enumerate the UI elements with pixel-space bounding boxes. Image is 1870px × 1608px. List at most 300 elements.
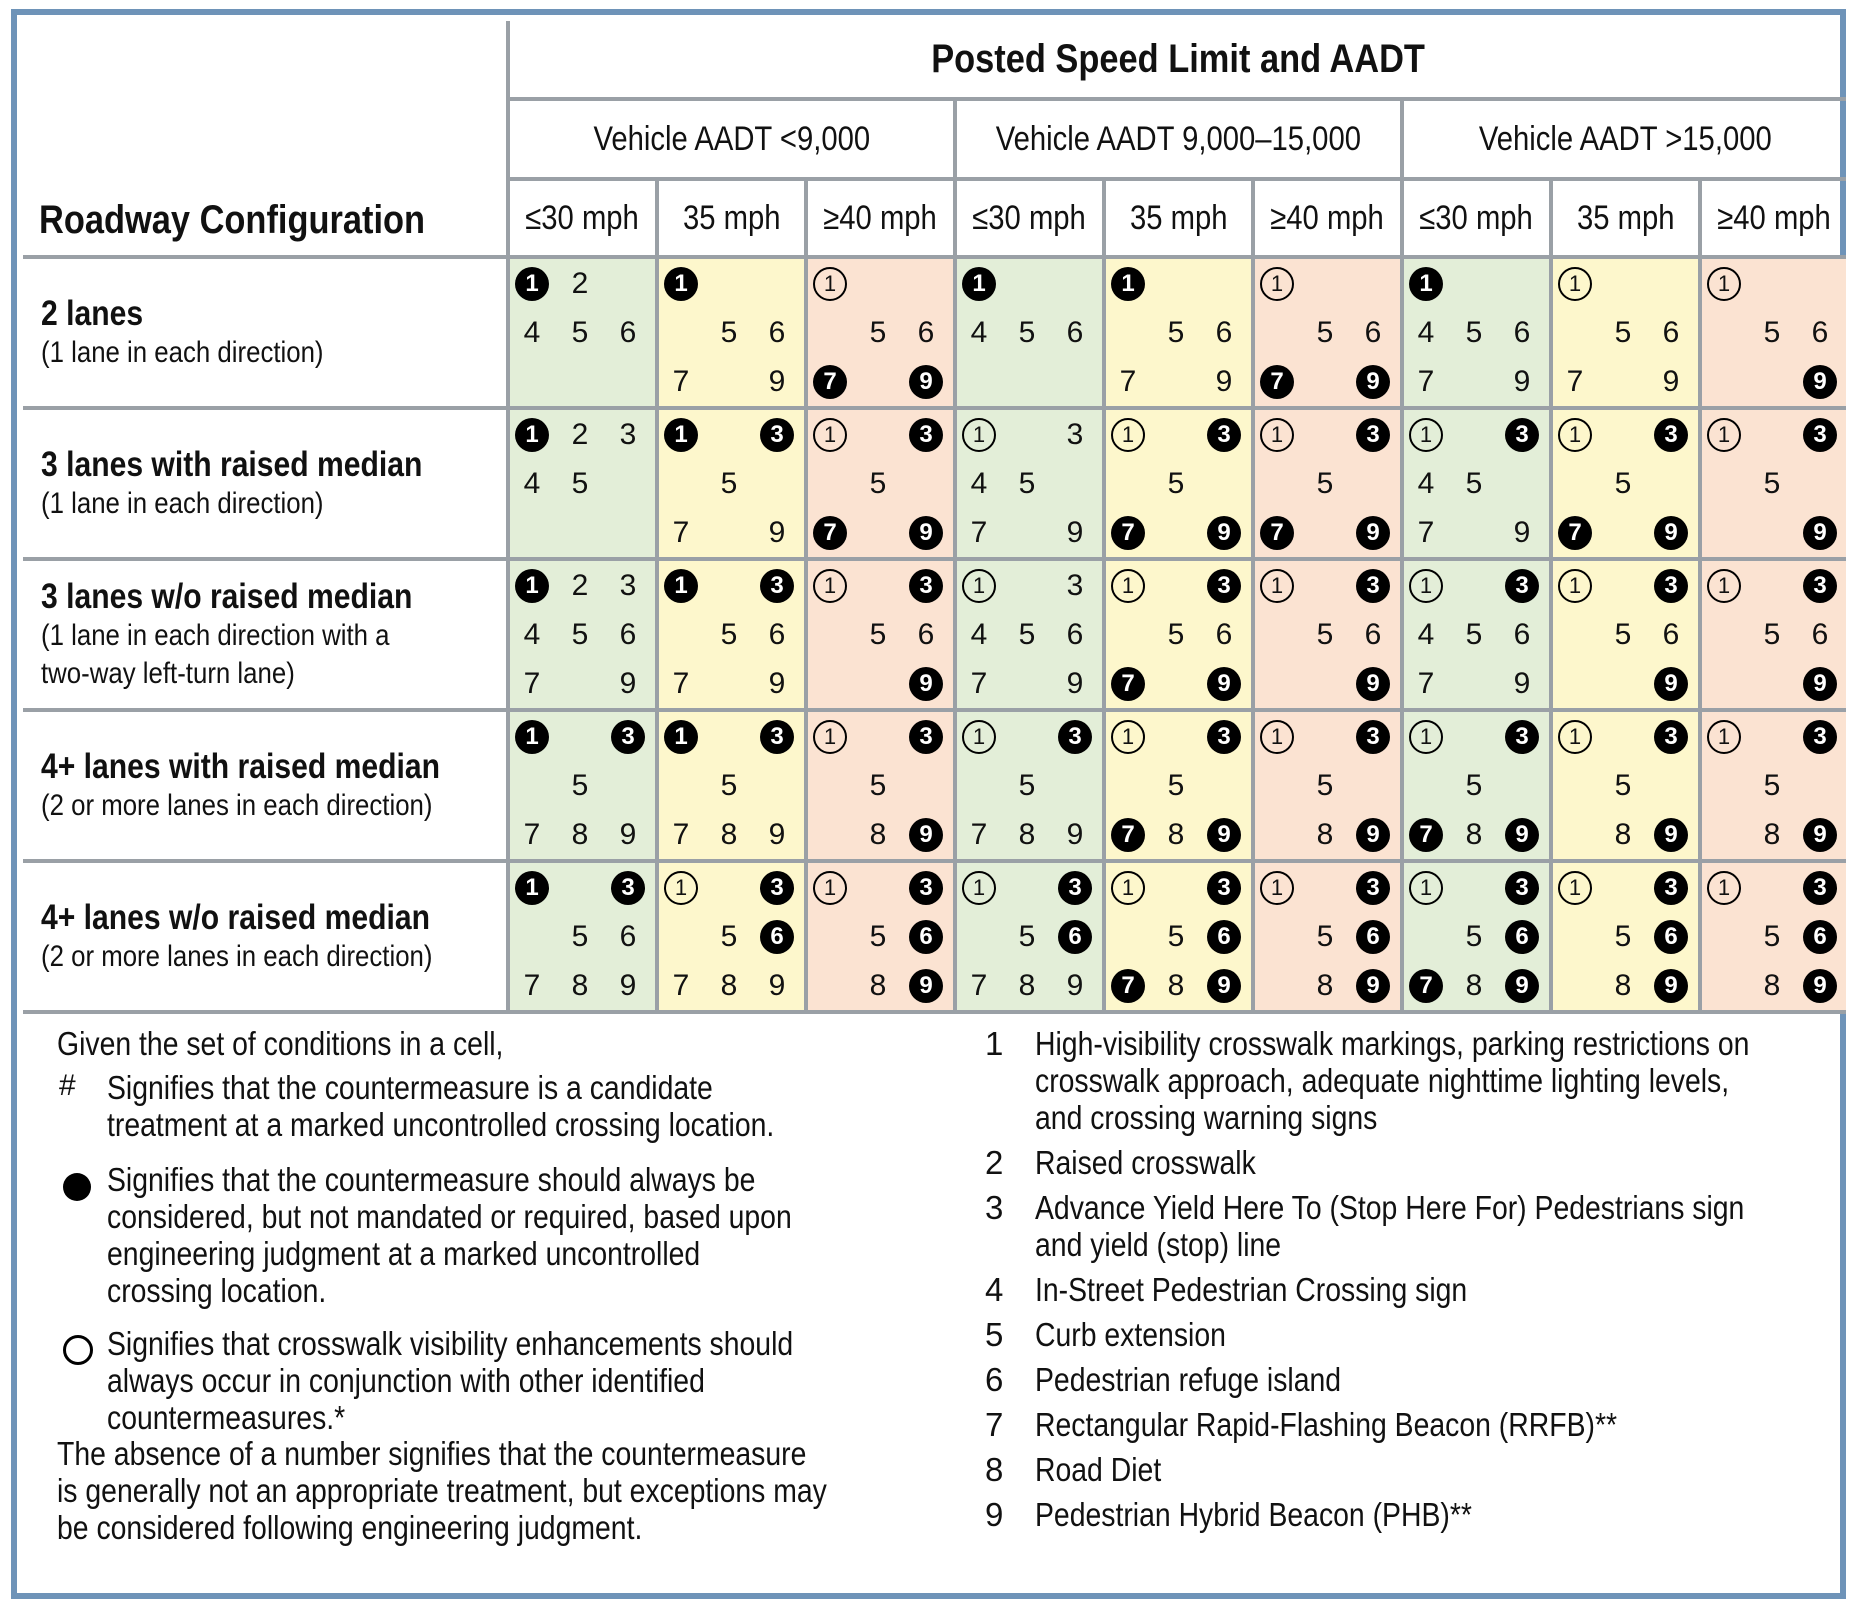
countermeasure-filled-marker: 6 — [1803, 920, 1837, 954]
countermeasure-filled-marker: 6 — [760, 920, 794, 954]
countermeasure-number: 8 — [571, 818, 589, 851]
countermeasure-number: 9 — [1066, 818, 1084, 851]
countermeasure-number: 7 — [1566, 365, 1584, 398]
countermeasure-filled-marker: 1 — [1409, 267, 1443, 301]
matrix-cell — [1106, 410, 1255, 561]
countermeasure-number: 6 — [619, 316, 637, 349]
countermeasure-number: 4 — [1417, 467, 1435, 500]
matrix-cell — [1255, 561, 1404, 712]
matrix-cell — [659, 259, 808, 410]
countermeasure-number: 5 — [1614, 769, 1632, 802]
countermeasure-number: 4 — [1417, 316, 1435, 349]
countermeasure-open-marker: 1 — [1707, 569, 1741, 603]
countermeasure-filled-marker: 3 — [1654, 720, 1688, 754]
row-label: 3 lanes with raised median (1 lane in each direction) — [23, 410, 510, 561]
speed-header: 35 mph — [1106, 181, 1255, 259]
legend-filled-text: Signifies that the countermeasure should always be considered, but not mandated or required, based upon engineering judgment at a marked uncontrolled crossing location. — [107, 1161, 792, 1309]
countermeasure-number: 7 — [672, 365, 690, 398]
countermeasure-number: 4 — [970, 467, 988, 500]
countermeasure-number: 6 — [1513, 316, 1531, 349]
countermeasure-filled-marker: 9 — [1654, 818, 1688, 852]
countermeasure-filled-marker: 3 — [1803, 418, 1837, 452]
aadt-group-header: Vehicle AADT <9,000 — [510, 101, 957, 181]
countermeasure-open-marker: 1 — [1707, 871, 1741, 905]
countermeasure-number: 5 — [869, 618, 887, 651]
countermeasure-filled-marker: 3 — [1207, 720, 1241, 754]
countermeasure-number: 8 — [1763, 818, 1781, 851]
countermeasure-open-marker: 1 — [1707, 267, 1741, 301]
countermeasure-open-marker: 1 — [664, 871, 698, 905]
countermeasure-number: 6 — [1364, 316, 1382, 349]
matrix-cell — [1255, 259, 1404, 410]
countermeasure-filled-marker: 9 — [909, 667, 943, 701]
posted-speed-header — [510, 21, 1846, 101]
countermeasure-filled-marker: 6 — [1356, 920, 1390, 954]
countermeasure-number: 6 — [1066, 316, 1084, 349]
countermeasure-number: 9 — [619, 667, 637, 700]
countermeasure-number: 5 — [720, 467, 738, 500]
matrix-cell — [659, 712, 808, 863]
countermeasure-number: 3 — [1066, 418, 1084, 451]
countermeasure-filled-marker: 3 — [1356, 418, 1390, 452]
countermeasure-number: 5 — [1465, 618, 1483, 651]
speed-header: ≥40 mph — [808, 181, 957, 259]
countermeasure-number: 8 — [1465, 969, 1483, 1002]
speed-header: 35 mph — [1553, 181, 1702, 259]
row-label: 2 lanes (1 lane in each direction) — [23, 259, 510, 410]
legend-intro: Given the set of conditions in a cell, — [57, 1025, 504, 1062]
countermeasure-number: 7 — [1417, 667, 1435, 700]
countermeasure-number: 8 — [1018, 969, 1036, 1002]
matrix-cell — [1106, 712, 1255, 863]
countermeasure-number: 5 — [1763, 618, 1781, 651]
countermeasure-filled-marker: 9 — [909, 365, 943, 399]
countermeasure-filled-marker: 3 — [1505, 720, 1539, 754]
countermeasure-filled-marker: 3 — [760, 871, 794, 905]
countermeasure-filled-marker: 1 — [515, 871, 549, 905]
countermeasure-filled-marker: 7 — [1409, 969, 1443, 1003]
countermeasure-number: 9 — [1513, 667, 1531, 700]
countermeasure-number: 8 — [1316, 818, 1334, 851]
matrix-cell — [1404, 863, 1553, 1014]
countermeasure-filled-marker: 9 — [1803, 667, 1837, 701]
countermeasure-filled-marker: 1 — [664, 720, 698, 754]
countermeasure-filled-marker: 3 — [611, 720, 645, 754]
countermeasure-open-marker: 1 — [962, 569, 996, 603]
countermeasure-number: 8 — [720, 818, 738, 851]
countermeasure-filled-marker: 6 — [1654, 920, 1688, 954]
countermeasure-number: 5 — [869, 316, 887, 349]
countermeasure-number: 7 — [523, 818, 541, 851]
countermeasure-number: 8 — [869, 818, 887, 851]
speed-header: ≥40 mph — [1702, 181, 1846, 259]
countermeasure-number: 5 — [720, 618, 738, 651]
matrix-cell — [1553, 712, 1702, 863]
countermeasure-filled-marker: 9 — [1356, 969, 1390, 1003]
countermeasure-number: 6 — [1662, 316, 1680, 349]
countermeasure-number: 9 — [768, 667, 786, 700]
countermeasure-filled-marker: 3 — [1505, 569, 1539, 603]
matrix-cell — [659, 410, 808, 561]
matrix-cell — [1404, 259, 1553, 410]
countermeasure-filled-marker: 3 — [1356, 569, 1390, 603]
countermeasure-number: 5 — [720, 316, 738, 349]
countermeasure-filled-marker: 3 — [1058, 871, 1092, 905]
countermeasure-number: 8 — [1614, 818, 1632, 851]
matrix-cell — [1553, 863, 1702, 1014]
countermeasure-number: 2 — [571, 569, 589, 602]
countermeasure-number: 5 — [571, 467, 589, 500]
countermeasure-number: 9 — [1066, 516, 1084, 549]
countermeasure-number: 2 — [571, 267, 589, 300]
countermeasure-number: 5 — [1763, 316, 1781, 349]
countermeasure-number: 8 — [571, 969, 589, 1002]
matrix-cell — [1404, 410, 1553, 561]
countermeasure-filled-marker: 3 — [909, 418, 943, 452]
countermeasure-number: 5 — [571, 769, 589, 802]
countermeasure-filled-marker: 9 — [1803, 818, 1837, 852]
open-circle-icon — [63, 1335, 93, 1365]
countermeasure-number: 5 — [1465, 769, 1483, 802]
countermeasure-open-marker: 1 — [1260, 569, 1294, 603]
countermeasure-filled-marker: 3 — [760, 418, 794, 452]
speed-header: 35 mph — [659, 181, 808, 259]
countermeasure-filled-marker: 1 — [1111, 267, 1145, 301]
countermeasure-open-marker: 1 — [1558, 418, 1592, 452]
countermeasure-filled-marker: 9 — [1654, 516, 1688, 550]
countermeasure-number: 8 — [1465, 818, 1483, 851]
countermeasure-number: 8 — [1763, 969, 1781, 1002]
table-frame: Roadway Configuration Posted Speed Limit and AADT Vehicle AADT <9,000 Vehicle AADT 9,000–15,000 Vehicle AADT >15,000 ≤30 mph 35 mph ≥40 mph ≤30 mph 35 mph ≥40 mph ≤30 mph 35 mph ≥40 mph 2 lanes (1 lane in each direction) 1 2 4 5 6 1 5 6 7 9 1 5 6 7 9 1 4 5 6 1 5 6 7 9 1 5 6 7 9 1 4 5 6 7 9 1 5 6 7 9 1 5 6 9 3 lanes with raised median (1 lane in each direction) 1 2 3 4 5 1 3 5 7 9 1 3 5 7 9 1 3 4 5 7 9 1 3 5 7 9 1 3 5 7 9 1 3 4 5 7 9 1 3 5 7 9 1 3 5 9 3 lanes w/o raised median (1 lane in each direction with a two-way left-turn lane) 1 2 3 4 5 6 7 9 1 3 5 6 7 9 1 3 5 6 9 1 3 4 5 6 7 9 1 3 5 6 7 9 1 3 5 6 9 1 3 4 5 6 7 9 1 3 5 6 9 1 3 5 6 9 4+ lanes with raised median (2 or more lanes in each direction) 1 3 5 7 8 9 1 3 5 7 8 9 1 3 5 8 9 1 3 5 7 8 9 1 3 5 7 8 9 1 3 5 8 9 1 3 5 7 8 9 1 3 5 8 9 1 3 5 8 9 4+ lanes w/o raised median (2 or more lanes in each direction) 1 3 5 6 7 8 9 1 3 5 6 7 8 9 1 3 5 6 8 9 1 3 5 6 7 8 9 1 3 5 6 7 8 9 1 3 5 6 8 9 1 3 5 6 7 8 9 1 3 5 6 8 9 1 3 5 6 8 9 Given the set of conditions in a cell, # Signifies that the countermeasure is a candidate treatment at a marked uncontrolled crossing location. Signifies that the countermeasure should always be considered, but not mandated or required, based upon engineering judgment at a marked uncontrolled crossing location. Signifies that crosswalk visibility enhancements should always occur in conjunction with other identified countermeasures.* The absence of a number signifies that the countermeasure is generally not an appropriate treatment, but exceptions may be considered following engineering judgment. 1 High-visibility crosswalk markings, parking restrictions on crosswalk approach, adequate nighttime lighting levels, and crossing warning signs 2 Raised crosswalk 3 Advance Yield Here To (Stop Here For) Pedestrians sign and yield (stop) line 4 In-Street Pedestrian Crossing sign 5 Curb extension 6 Pedestrian refuge island 7 Rectangular Rapid-Flashing Beacon (RRFB)** 8 Road Diet 9 Pedestrian Hybrid Beacon (PHB)** — [11, 9, 1846, 1599]
matrix-cell — [1702, 561, 1846, 712]
countermeasure-number: 5 — [869, 920, 887, 953]
countermeasure-number: 8 — [1018, 818, 1036, 851]
matrix-cell — [808, 863, 957, 1014]
speed-header: ≤30 mph — [510, 181, 659, 259]
countermeasure-number: 5 — [1167, 467, 1185, 500]
countermeasure-open-marker: 1 — [1409, 720, 1443, 754]
countermeasure-filled-marker: 9 — [1654, 667, 1688, 701]
countermeasure-filled-marker: 1 — [664, 267, 698, 301]
countermeasure-number: 7 — [1417, 365, 1435, 398]
matrix-cell — [957, 863, 1106, 1014]
countermeasure-number: 5 — [1018, 618, 1036, 651]
countermeasure-number: 5 — [1614, 316, 1632, 349]
countermeasure-number: 4 — [523, 316, 541, 349]
countermeasure-number: 5 — [1018, 467, 1036, 500]
countermeasure-number: 5 — [1763, 467, 1781, 500]
matrix-cell — [510, 863, 659, 1014]
matrix-cell — [808, 410, 957, 561]
countermeasure-number: 6 — [1066, 618, 1084, 651]
countermeasure-open-marker: 1 — [1409, 418, 1443, 452]
row-label: 4+ lanes w/o raised median (2 or more lanes in each direction) — [23, 863, 510, 1014]
countermeasure-filled-marker: 6 — [1207, 920, 1241, 954]
countermeasure-filled-marker: 9 — [1356, 365, 1390, 399]
countermeasure-filled-marker: 7 — [1409, 818, 1443, 852]
matrix-cell — [510, 561, 659, 712]
countermeasure-filled-marker: 9 — [909, 516, 943, 550]
countermeasure-filled-marker: 3 — [1058, 720, 1092, 754]
aadt-group-header: Vehicle AADT >15,000 — [1404, 101, 1846, 181]
countermeasure-number: 6 — [768, 316, 786, 349]
countermeasure-number: 7 — [970, 818, 988, 851]
matrix-cell — [1702, 410, 1846, 561]
matrix-cell — [1553, 561, 1702, 712]
countermeasure-filled-marker: 3 — [1654, 871, 1688, 905]
countermeasure-number: 5 — [869, 467, 887, 500]
countermeasure-number: 8 — [1167, 818, 1185, 851]
countermeasure-filled-marker: 7 — [1260, 365, 1294, 399]
countermeasure-open-marker: 1 — [962, 871, 996, 905]
countermeasure-number: 6 — [619, 920, 637, 953]
countermeasure-open-marker: 1 — [1111, 569, 1145, 603]
countermeasure-open-marker: 1 — [1409, 569, 1443, 603]
matrix-cell — [659, 863, 808, 1014]
countermeasure-open-marker: 1 — [1111, 871, 1145, 905]
countermeasure-filled-marker: 3 — [1803, 720, 1837, 754]
matrix-cell — [808, 712, 957, 863]
matrix-cell — [1702, 863, 1846, 1014]
countermeasure-filled-marker: 6 — [909, 920, 943, 954]
roadway-configuration-header — [23, 21, 510, 259]
countermeasure-number: 5 — [1316, 769, 1334, 802]
countermeasure-open-marker: 1 — [1707, 720, 1741, 754]
countermeasure-filled-marker: 1 — [515, 569, 549, 603]
countermeasure-filled-marker: 7 — [1111, 969, 1145, 1003]
matrix-cell — [957, 712, 1106, 863]
countermeasure-number: 7 — [1119, 365, 1137, 398]
countermeasure-number: 9 — [1066, 667, 1084, 700]
countermeasure-number: 9 — [619, 818, 637, 851]
countermeasure-number: 8 — [720, 969, 738, 1002]
countermeasure-filled-marker: 7 — [1111, 818, 1145, 852]
countermeasure-filled-marker: 9 — [1207, 969, 1241, 1003]
countermeasure-filled-marker: 7 — [1558, 516, 1592, 550]
countermeasure-number: 4 — [970, 316, 988, 349]
matrix-cell — [1553, 259, 1702, 410]
matrix-cell — [659, 561, 808, 712]
matrix-cell — [1255, 410, 1404, 561]
countermeasure-number: 9 — [1662, 365, 1680, 398]
countermeasure-filled-marker: 7 — [813, 365, 847, 399]
countermeasure-filled-marker: 3 — [909, 720, 943, 754]
countermeasure-filled-marker: 1 — [664, 418, 698, 452]
countermeasure-number: 5 — [1018, 769, 1036, 802]
matrix-cell — [510, 712, 659, 863]
countermeasure-number: 6 — [1662, 618, 1680, 651]
countermeasure-number: 9 — [1513, 516, 1531, 549]
countermeasure-open-marker: 1 — [962, 720, 996, 754]
countermeasure-number: 3 — [619, 418, 637, 451]
countermeasure-number: 5 — [1465, 467, 1483, 500]
countermeasure-filled-marker: 1 — [515, 267, 549, 301]
speed-header: ≤30 mph — [1404, 181, 1553, 259]
countermeasure-number: 7 — [970, 667, 988, 700]
countermeasure-number: 4 — [523, 618, 541, 651]
matrix-cell — [808, 259, 957, 410]
countermeasure-number: 5 — [720, 920, 738, 953]
countermeasure-open-marker: 1 — [1111, 720, 1145, 754]
countermeasure-filled-marker: 3 — [760, 569, 794, 603]
countermeasure-filled-marker: 3 — [1207, 418, 1241, 452]
countermeasure-number: 7 — [672, 516, 690, 549]
countermeasure-open-marker: 1 — [1409, 871, 1443, 905]
countermeasure-number: 5 — [1167, 769, 1185, 802]
countermeasure-number: 9 — [768, 818, 786, 851]
countermeasure-filled-marker: 9 — [1505, 969, 1539, 1003]
countermeasure-open-marker: 1 — [962, 418, 996, 452]
countermeasure-filled-marker: 9 — [1356, 516, 1390, 550]
countermeasure-number: 7 — [1417, 516, 1435, 549]
countermeasure-open-marker: 1 — [1558, 871, 1592, 905]
hash-symbol: # — [59, 1069, 76, 1102]
countermeasure-number: 5 — [571, 316, 589, 349]
countermeasure-filled-marker: 9 — [1356, 667, 1390, 701]
countermeasure-open-marker: 1 — [1111, 418, 1145, 452]
countermeasure-filled-marker: 3 — [1207, 569, 1241, 603]
countermeasure-filled-marker: 6 — [1505, 920, 1539, 954]
countermeasure-number: 5 — [1614, 467, 1632, 500]
countermeasure-filled-marker: 9 — [1803, 516, 1837, 550]
countermeasure-filled-marker: 1 — [515, 720, 549, 754]
countermeasure-filled-marker: 1 — [962, 267, 996, 301]
countermeasure-filled-marker: 3 — [1803, 871, 1837, 905]
countermeasure-number: 8 — [1316, 969, 1334, 1002]
countermeasure-number: 5 — [1316, 316, 1334, 349]
matrix-cell — [957, 410, 1106, 561]
countermeasure-filled-marker: 3 — [909, 871, 943, 905]
countermeasure-number: 5 — [869, 769, 887, 802]
countermeasure-number: 9 — [619, 969, 637, 1002]
countermeasure-filled-marker: 7 — [1260, 516, 1294, 550]
countermeasure-number: 7 — [672, 818, 690, 851]
countermeasure-number: 5 — [1018, 920, 1036, 953]
filled-circle-icon — [63, 1173, 91, 1201]
countermeasure-filled-marker: 9 — [1207, 516, 1241, 550]
countermeasure-open-marker: 1 — [1558, 267, 1592, 301]
countermeasure-number: 5 — [571, 618, 589, 651]
countermeasure-open-marker: 1 — [1558, 720, 1592, 754]
countermeasure-number: 6 — [1811, 618, 1829, 651]
aadt-group-header: Vehicle AADT 9,000–15,000 — [957, 101, 1404, 181]
countermeasure-number: 5 — [1167, 316, 1185, 349]
countermeasure-open-marker: 1 — [1260, 418, 1294, 452]
countermeasure-filled-marker: 9 — [1207, 818, 1241, 852]
countermeasure-filled-marker: 3 — [909, 569, 943, 603]
countermeasure-filled-marker: 3 — [760, 720, 794, 754]
countermeasure-number: 5 — [1167, 618, 1185, 651]
countermeasure-open-marker: 1 — [813, 720, 847, 754]
countermeasure-number: 6 — [768, 618, 786, 651]
countermeasure-filled-marker: 3 — [1356, 720, 1390, 754]
countermeasure-number: 4 — [1417, 618, 1435, 651]
countermeasure-number: 7 — [672, 969, 690, 1002]
countermeasure-number: 5 — [1614, 618, 1632, 651]
countermeasure-filled-marker: 3 — [611, 871, 645, 905]
countermeasure-number: 6 — [1364, 618, 1382, 651]
matrix-cell — [1106, 863, 1255, 1014]
countermeasure-number: 9 — [1066, 969, 1084, 1002]
countermeasure-number: 6 — [917, 316, 935, 349]
countermeasure-number: 7 — [970, 969, 988, 1002]
matrix-cell — [1553, 410, 1702, 561]
speed-header: ≥40 mph — [1255, 181, 1404, 259]
posted-speed-title: Posted Speed Limit and AADT — [931, 36, 1425, 81]
countermeasure-number: 7 — [523, 667, 541, 700]
matrix-cell — [957, 259, 1106, 410]
countermeasure-number: 5 — [1167, 920, 1185, 953]
countermeasure-open-marker: 1 — [813, 871, 847, 905]
countermeasure-filled-marker: 7 — [813, 516, 847, 550]
countermeasure-filled-marker: 3 — [1356, 871, 1390, 905]
countermeasure-filled-marker: 9 — [1356, 818, 1390, 852]
countermeasure-number: 3 — [1066, 569, 1084, 602]
countermeasure-filled-marker: 9 — [1654, 969, 1688, 1003]
matrix-cell — [510, 259, 659, 410]
countermeasure-filled-marker: 9 — [909, 818, 943, 852]
countermeasure-number: 5 — [1465, 316, 1483, 349]
legend-open-text: Signifies that crosswalk visibility enhancements should always occur in conjunction with other identified countermeasures.* — [107, 1325, 794, 1436]
countermeasure-filled-marker: 7 — [1111, 516, 1145, 550]
matrix-cell — [1255, 863, 1404, 1014]
countermeasure-filled-marker: 9 — [1207, 667, 1241, 701]
countermeasure-number: 4 — [523, 467, 541, 500]
countermeasure-number: 3 — [619, 569, 637, 602]
countermeasure-filled-marker: 9 — [909, 969, 943, 1003]
countermeasure-number: 5 — [1763, 920, 1781, 953]
countermeasure-number: 5 — [1316, 618, 1334, 651]
countermeasure-open-marker: 1 — [1707, 418, 1741, 452]
legend-absence-text: The absence of a number signifies that the countermeasure is generally not an appropriate treatment, but exceptions may be considered following engineering judgment. — [57, 1435, 827, 1546]
countermeasure-number: 5 — [720, 769, 738, 802]
countermeasure-filled-marker: 1 — [664, 569, 698, 603]
speed-header: ≤30 mph — [957, 181, 1106, 259]
countermeasure-open-marker: 1 — [1260, 871, 1294, 905]
countermeasure-number: 6 — [1215, 316, 1233, 349]
countermeasure-filled-marker: 6 — [1058, 920, 1092, 954]
countermeasure-open-marker: 1 — [1558, 569, 1592, 603]
countermeasure-filled-marker: 3 — [1505, 418, 1539, 452]
countermeasure-number: 5 — [1018, 316, 1036, 349]
countermeasure-number: 5 — [571, 920, 589, 953]
matrix-cell — [1255, 712, 1404, 863]
countermeasure-filled-marker: 3 — [1207, 871, 1241, 905]
countermeasure-filled-marker: 3 — [1654, 569, 1688, 603]
row-label: 3 lanes w/o raised median (1 lane in each direction with a two-way left-turn lane) — [23, 561, 510, 712]
countermeasure-filled-marker: 9 — [1505, 818, 1539, 852]
countermeasure-filled-marker: 9 — [1803, 969, 1837, 1003]
countermeasure-filled-marker: 3 — [1505, 871, 1539, 905]
countermeasure-number: 4 — [970, 618, 988, 651]
countermeasure-number: 6 — [917, 618, 935, 651]
legend-hash-text: Signifies that the countermeasure is a candidate treatment at a marked uncontrolled crossing location. — [107, 1069, 775, 1143]
countermeasure-filled-marker: 9 — [1803, 365, 1837, 399]
countermeasure-number: 7 — [523, 969, 541, 1002]
countermeasure-number: 6 — [1513, 618, 1531, 651]
countermeasure-number: 5 — [1614, 920, 1632, 953]
countermeasure-number: 6 — [619, 618, 637, 651]
countermeasure-number: 9 — [768, 365, 786, 398]
matrix-cell — [1106, 259, 1255, 410]
countermeasure-number: 9 — [1215, 365, 1233, 398]
countermeasure-number: 5 — [1465, 920, 1483, 953]
countermeasure-number: 5 — [1316, 920, 1334, 953]
countermeasure-number: 8 — [869, 969, 887, 1002]
row-label: 4+ lanes with raised median (2 or more lanes in each direction) — [23, 712, 510, 863]
countermeasure-filled-marker: 3 — [1803, 569, 1837, 603]
countermeasure-number: 7 — [970, 516, 988, 549]
